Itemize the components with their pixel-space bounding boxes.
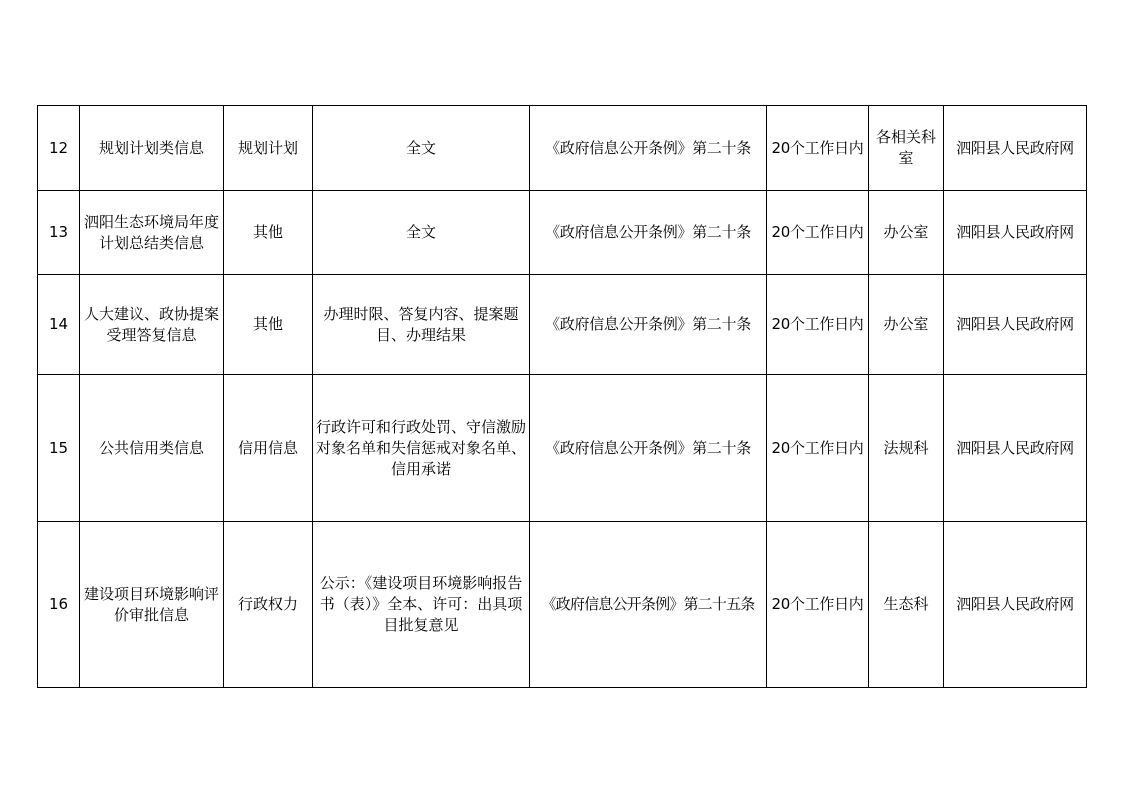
table-row [38,106,1087,191]
info-name: 泗阳生态环境局年度计划总结类信息 [80,191,224,275]
disclosure-channel: 泗阳县人民政府网 [944,275,1087,375]
disclosure-channel: 泗阳县人民政府网 [944,106,1087,191]
time-limit: 20个工作日内 [767,375,869,522]
info-category: 行政权力 [224,522,313,688]
info-content: 公示：《建设项目环境影响报告书（表）》全本、许可：出具项目批复意见 [313,522,530,688]
info-category: 规划计划 [224,106,313,191]
legal-basis: 《政府信息公开条例》第二十条 [530,375,767,522]
table-row [38,191,1087,275]
info-name: 人大建议、政协提案受理答复信息 [80,275,224,375]
row-number: 15 [38,375,80,522]
time-limit: 20个工作日内 [767,522,869,688]
responsible-department: 办公室 [869,191,944,275]
legal-basis: 《政府信息公开条例》第二十五条 [530,522,767,688]
table-row [38,375,1087,522]
info-category: 其他 [224,275,313,375]
legal-basis: 《政府信息公开条例》第二十条 [530,275,767,375]
responsible-department: 法规科 [869,375,944,522]
time-limit: 20个工作日内 [767,106,869,191]
legal-basis: 《政府信息公开条例》第二十条 [530,106,767,191]
row-number: 12 [38,106,80,191]
row-number: 16 [38,522,80,688]
table-row [38,275,1087,375]
disclosure-channel: 泗阳县人民政府网 [944,191,1087,275]
info-category: 其他 [224,191,313,275]
disclosure-table [37,105,1087,688]
info-name: 建设项目环境影响评价审批信息 [80,522,224,688]
row-number: 14 [38,275,80,375]
info-category: 信用信息 [224,375,313,522]
row-number: 13 [38,191,80,275]
info-content: 全文 [313,191,530,275]
table-row [38,522,1087,688]
responsible-department: 各相关科室 [869,106,944,191]
disclosure-channel: 泗阳县人民政府网 [944,522,1087,688]
disclosure-channel: 泗阳县人民政府网 [944,375,1087,522]
info-content: 行政许可和行政处罚、守信激励对象名单和失信惩戒对象名单、信用承诺 [313,375,530,522]
time-limit: 20个工作日内 [767,191,869,275]
responsible-department: 生态科 [869,522,944,688]
responsible-department: 办公室 [869,275,944,375]
legal-basis: 《政府信息公开条例》第二十条 [530,191,767,275]
info-content: 办理时限、答复内容、提案题目、办理结果 [313,275,530,375]
info-content: 全文 [313,106,530,191]
info-name: 公共信用类信息 [80,375,224,522]
time-limit: 20个工作日内 [767,275,869,375]
info-name: 规划计划类信息 [80,106,224,191]
